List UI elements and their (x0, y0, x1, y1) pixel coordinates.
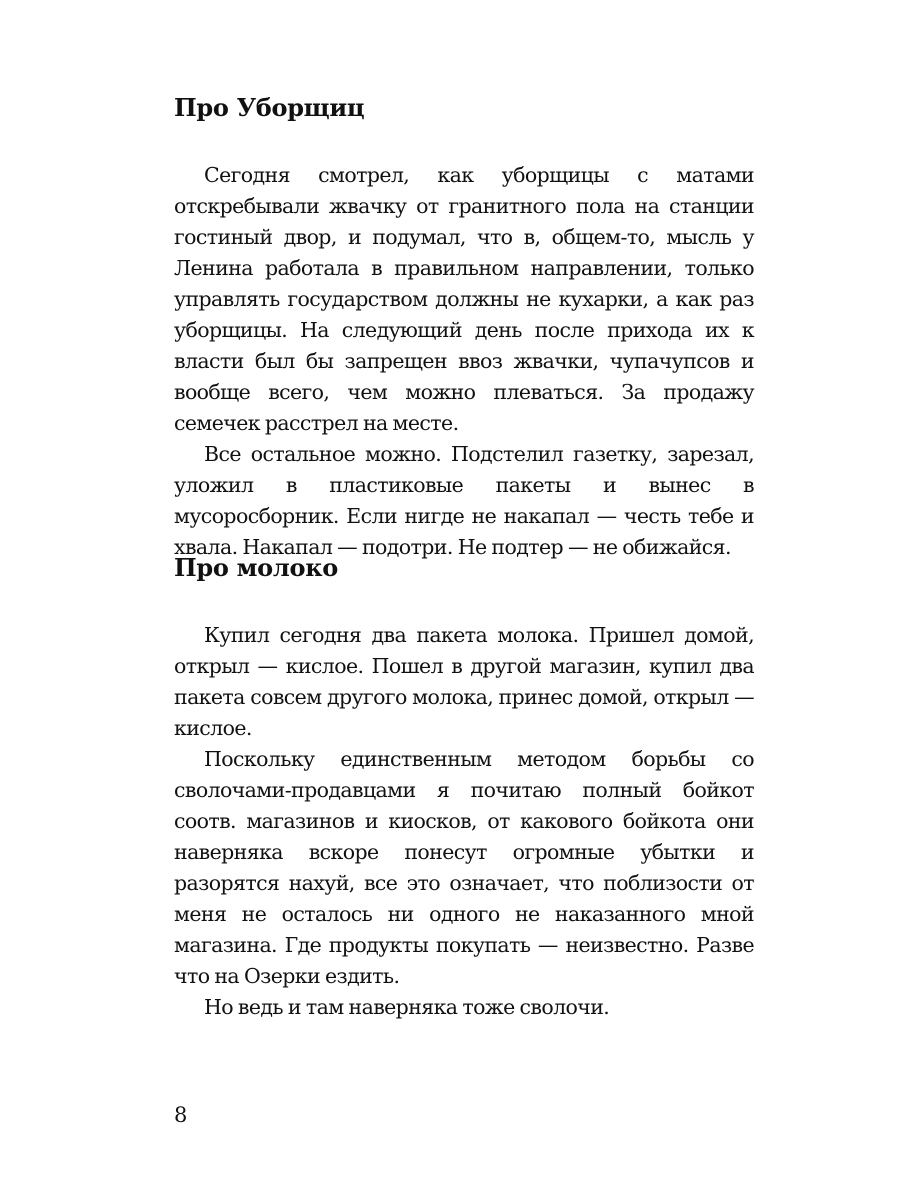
section-title: Про Уборщиц (174, 93, 365, 122)
section-pro-uborshchits (174, 88, 754, 563)
section-title: Про молоко (174, 553, 338, 582)
page-number: 8 (174, 1103, 188, 1127)
section-pro-moloko (174, 548, 754, 1023)
paragraph: Все остальное можно. Подстелил газетку, зарезал, уложил в пластиковые пакеты и вынес в мусоросборник. Если нигде не накапал — честь тебе и хвала. Накапал — подотри. Не подтер — не обижайся. (174, 442, 754, 559)
paragraph: Сегодня смотрел, как уборщицы с матами отскребывали жвачку от гранитного пола на станции гостиный двор, и подумал, что в, общем-то, мысль у Ленина работала в правильном направлении, только управлять государством должны не кухарки, а как раз уборщицы. На следующий день после прихода их к власти был бы запрещен ввоз жвачки, чупачупсов и вообще всего, чем можно плеваться. За продажу семечек расстрел на месте. (174, 163, 754, 435)
paragraph: Купил сегодня два пакета молока. Пришел домой, открыл — кислое. Пошел в другой магазин, купил два пакета совсем другого молока, принес домой, открыл — кислое. (174, 623, 754, 740)
paragraph: Но ведь и там наверняка тоже сволочи. (204, 995, 610, 1019)
paragraph: Поскольку единственным методом борьбы со сволочами-продавцами я почитаю полный бойкот соотв. магазинов и киосков, от какового бойкота они наверняка вскоре понесут огромные убытки и разорятся нахуй, все это означает, что поблизости от меня не осталось ни одного не наказанного мной магазина. Где продукты покупать — неизвестно. Разве что на Озерки ездить. (174, 747, 754, 988)
